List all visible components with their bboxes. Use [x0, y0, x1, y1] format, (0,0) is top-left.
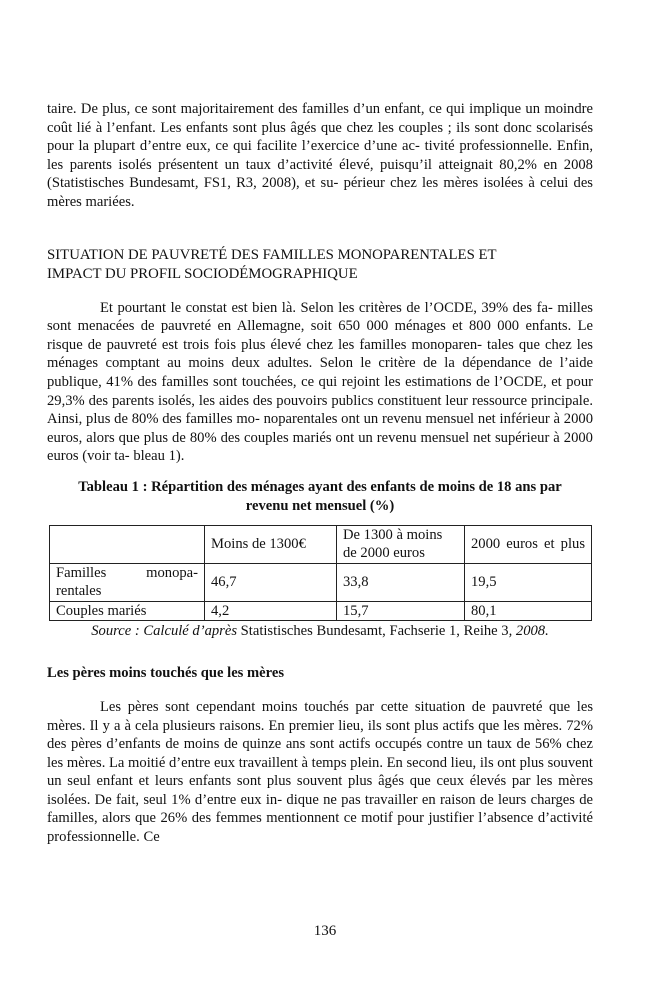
table-cell: 80,1 — [465, 601, 592, 620]
table-header-cell: Moins de 1300€ — [205, 525, 337, 563]
income-table — [49, 525, 592, 621]
table-cell: 4,2 — [205, 601, 337, 620]
table-header-cell-empty — [50, 525, 205, 563]
table-row — [50, 563, 592, 601]
table-header-cell: 2000 euros et plus — [465, 525, 592, 563]
table-row-label: Couples mariés — [50, 601, 205, 620]
table-source: Source : Calculé d’après Statistisches Bundesamt, Fachserie 1, Reihe 3, 2008. — [91, 622, 549, 639]
table-cell: 19,5 — [465, 563, 592, 601]
table-row — [50, 601, 592, 620]
table-row-label: Familles monopa- rentales — [50, 563, 205, 601]
table-cell: 15,7 — [337, 601, 465, 620]
table-header-row — [50, 525, 592, 563]
page-body — [47, 100, 593, 847]
table-cell: 46,7 — [205, 563, 337, 601]
table-cell: 33,8 — [337, 563, 465, 601]
table-caption: Tableau 1 : Répartition des ménages ayant des enfants de moins de 18 ans par revenu net mensuel (%) — [78, 478, 562, 514]
section-heading: SITUATION DE PAUVRETÉ DES FAMILLES MONOPARENTALES ET IMPACT DU PROFIL SOCIODÉMOGRAPHIQUE — [47, 246, 497, 282]
page-number: 136 — [313, 923, 337, 939]
paragraph-fathers: Les pères sont cependant moins touchés par cette situation de pauvreté que les mères. Il y a à cela plusieurs raisons. En premier lieu, ils sont plus actifs que les mères. 72% des pères d’enfants de moins de quinze ans sont actifs occupés contre un taux de 56% chez les mères. La moitié d’entre eux travaillent à temps plein. En second lieu, ils ont plus souvent un seul enfant et leurs enfants sont plus souvent plus âgés que ceux élevés par les mères isolées. De fait, seul 1% d’entre eux in- dique ne pas travailler en raison de leurs charges de familles, alors que 26% des femmes mentionnent ce motif pour justifier l’absence d’activité professionnelle. Ce — [47, 698, 593, 846]
subheading: Les pères moins touchés que les mères — [47, 664, 284, 681]
paragraph-poverty: Et pourtant le constat est bien là. Selon les critères de l’OCDE, 39% des fa- milles sont menacées de pauvreté en Allemagne, soit 650 000 ménages et 800 000 enfants. Le risque de pauvreté est trois fois plus élevé chez les familles monoparen- tales que chez les ménages comptant au moins deux adultes. Selon le critère de la dépendance de l’aide publique, 41% des familles sont touchées, ce qui rejoint les estimations de l’OCDE, et pour 29,3% des parents isolés, les aides des pouvoirs publics constituent leur ressource principale. Ainsi, plus de 80% des familles mo- noparentales ont un revenu mensuel net inférieur à 2000 euros, alors que plus de 80% des couples mariés ont un revenu mensuel net supérieur à 2000 euros (voir ta- bleau 1). — [47, 299, 593, 465]
table-header-cell: De 1300 à moins de 2000 euros — [337, 525, 465, 563]
intro-paragraph: taire. De plus, ce sont majoritairement des familles d’un enfant, ce qui implique un moindre coût lié à l’enfant. Les enfants sont plus âgés que chez les couples ; ils sont donc scolarisés pour la plupart d’entre eux, ce qui facilite l’exercice d’une ac- tivité professionnelle. Enfin, les parents isolés présentent un taux d’activité élevé, puisqu’il atteignait 80,2% en 2008 (Statistisches Bundesamt, FS1, R3, 2008), et su- périeur chez les mères isolées à celui des mères mariées. — [47, 101, 594, 210]
